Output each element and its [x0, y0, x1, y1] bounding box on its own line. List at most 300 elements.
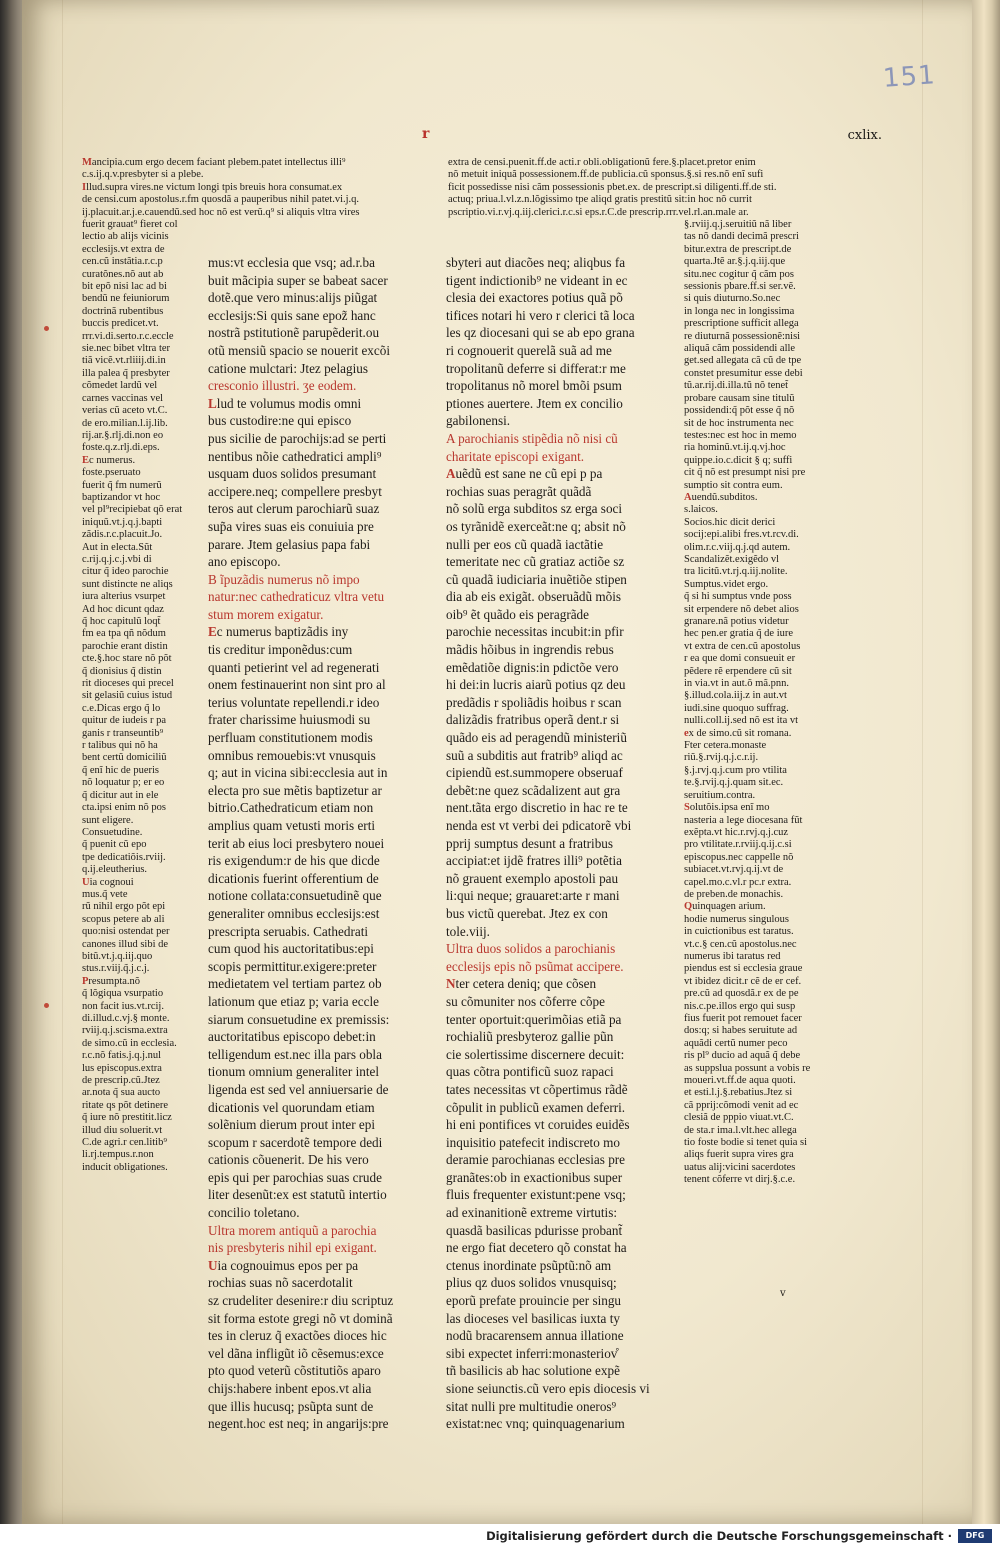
- text-line: q.ij.eleutherius.: [82, 864, 148, 876]
- text-line: dos:q; si habes seruitute ad: [684, 1025, 798, 1037]
- text-line: pre.cũ ad quosdã.r ex de pe: [684, 988, 799, 1000]
- text-line: quippe.io.c.dicit § q; suffi: [684, 454, 793, 466]
- text-line: cresconio illustri. ʒe eodem.: [208, 378, 357, 394]
- text-line: foste.q.z.rlj.di.eps.: [82, 442, 160, 454]
- text-line: [684, 802, 828, 814]
- text-line: tiã vicẽ.vt.rliiij.di.in: [82, 355, 166, 367]
- text-line: q̃ puenit cũ epo: [82, 839, 147, 851]
- text-line: sit erpendere nõ debet alios: [684, 603, 799, 615]
- text-line: nent.tãta ergo discretio in hac re te: [446, 800, 628, 816]
- text-line: telligendum est.nec illa pars obla: [208, 1046, 382, 1062]
- text-line: Ad hoc dicunt qdaz: [82, 603, 164, 615]
- text-line: A parochianis stipẽdia nõ nisi cũ: [446, 430, 618, 446]
- text-line: q̃ dionisius q̃ distin: [82, 665, 162, 677]
- text-line: fuerit grauat⁹ fieret col: [82, 219, 178, 230]
- text-line: negent.hoc est neq; in angarijs:pre: [208, 1416, 389, 1432]
- text-line: situ.nec cogitur q̃ cãm pos: [684, 268, 794, 280]
- text-line: fuerit q̃ fm numerũ: [82, 479, 162, 491]
- text-line: ria hominũ.vt.ij.q.vj.hoc: [684, 442, 786, 454]
- rubricated-initial: E: [208, 624, 217, 640]
- text-line: [208, 395, 426, 413]
- gloss-column-right: [684, 219, 828, 1187]
- text-line: seruitium.contra.: [684, 789, 756, 801]
- text-line: catione mulctari: Jtez pelagius: [208, 360, 369, 376]
- text-line: s.laicos.: [684, 504, 718, 516]
- text-line: frater charissime huiusmodi su: [208, 712, 371, 728]
- text-line: terit ab eius loci presbytero nouei: [208, 835, 385, 851]
- text-line: Fter cetera.monaste: [684, 740, 767, 752]
- text-line: teros aut clerum parochiarũ suaz: [208, 501, 380, 517]
- text-line: rochias suas nõ sacerdotalit: [208, 1275, 353, 1291]
- text-line: parochie necessitas incubit:in pfir: [446, 624, 624, 640]
- text-line: vel pl⁹recipiebat qõ erat: [82, 504, 183, 516]
- text-line: tas nõ dandi decimã prescri: [684, 231, 799, 243]
- text-line: ficit possedisse nisi cãm possessionis pbet.ex. de prescript.si diligenti.ff.de sti.: [448, 181, 777, 193]
- text-line: cipiendũ est.summopere obseruaf: [446, 765, 623, 781]
- text-line: parare. Jtem gelasius papa fabi: [208, 536, 371, 552]
- text-line: [208, 1257, 426, 1275]
- text-line: pto quod veterũ cõstitutiõs aparo: [208, 1363, 381, 1379]
- text-line: natur:nec cathedraticuz vltra vetu: [208, 589, 385, 605]
- text-line: §.illud.cola.iij.z in aut.vt: [684, 690, 787, 702]
- text-line: nõ grauent exemplo apostoli pau: [446, 870, 619, 886]
- text-line: terius voluntate repellendi.r ideo: [208, 694, 380, 710]
- rubricated-initial: Q: [684, 901, 693, 913]
- text-line: probare causam sine titulũ: [684, 392, 795, 404]
- text-line: ris exigendum:r de his que dicde: [208, 853, 380, 869]
- text-line: hi eni pontifices vt coruides euidẽs: [446, 1117, 630, 1133]
- text-line: lus episcopus.extra: [82, 1062, 162, 1074]
- text-line: piendus est si ecclesia graue: [684, 963, 803, 975]
- text-line: cationis cõuenerit. De his vero: [208, 1152, 369, 1168]
- text-line-rest: ia cognouimus epos per pa: [217, 1257, 359, 1273]
- red-dot-marker: [44, 1003, 49, 1008]
- text-line: et esti.l.j.§.rebatius.Jtez si: [684, 1087, 793, 1099]
- text-line: buccis predicet.vt.: [82, 318, 159, 330]
- text-line: accipere.neq; compellere presbyt: [208, 483, 382, 499]
- text-line: charitate episcopi exigant.: [446, 448, 585, 464]
- text-line: lationum que etiaz p; varia eccle: [208, 993, 379, 1009]
- text-line: quasdã basilicas pdurisse probant̃: [446, 1222, 623, 1238]
- text-line: ptiones auertere. Jtem ex concilio: [446, 395, 623, 411]
- text-line: nodũ bracarensem annua illatione: [446, 1328, 624, 1344]
- text-line: ritate qs põt detinere: [82, 1099, 169, 1111]
- text-line: socij:epi.alibi fres.vt.rcv.di.: [684, 529, 799, 541]
- digitization-footer: [0, 1524, 1000, 1548]
- text-line: bitrio.Cathedraticum etiam non: [208, 800, 374, 816]
- text-line: nõ solũ erga subditos sz erga soci: [446, 501, 623, 517]
- rubricated-initial: L: [208, 395, 217, 411]
- text-line: omnibus remouebis:vt vnusquis: [208, 747, 376, 763]
- text-line: prescripta seruabis. Cathedrati: [208, 923, 369, 939]
- page-crease: [62, 0, 63, 1524]
- text-line: ecclesijs.vt extra de: [82, 243, 165, 255]
- text-line: nulli.coll.ij.sed nõ est ita vt: [684, 715, 799, 727]
- text-line: nis.c.pe.illos ergo qui susp: [684, 1000, 796, 1012]
- text-line: perfluam constitutionem modis: [208, 730, 373, 746]
- text-line: nentibus nõie cathedratici ampli⁹: [208, 448, 382, 464]
- text-line: bitũ.vt.j.q.iij.quo: [82, 950, 153, 962]
- text-line: iura alterius vsurpet: [82, 591, 166, 603]
- text-line: §.rviij.q.j.seruitiũ nã liber: [684, 219, 792, 230]
- text-line: que illis hucusq; psũpta sunt de: [208, 1398, 374, 1414]
- rubricated-initial: U: [208, 1257, 218, 1273]
- text-line: temeritate nec cũ gratiaz actiõe sz: [446, 554, 625, 570]
- rubricated-initial: S: [684, 802, 690, 814]
- text-line: ij.placuit.ar.j.e.cauendũ.sed hoc nõ est verũ.q⁹ si aliquis vltra vires: [82, 206, 360, 218]
- text-line: Aut in electa.Sũt: [82, 541, 153, 553]
- signature-mark: r: [422, 126, 430, 142]
- text-line: vel dãna infligũt iõ cẽsemus:exce: [208, 1345, 384, 1361]
- text-line: quas cõtra pontificũ suoz rapaci: [446, 1064, 614, 1080]
- text-line: cũ quadã iudiciaria inuẽtiõe stipen: [446, 571, 627, 587]
- text-line: pro vtilitate.r.rviij.q.ij.c.si: [684, 839, 792, 851]
- text-line: granãtes:ob in exactionibus super: [446, 1169, 623, 1185]
- text-line: re diuturnã possessionẽ:nisi: [684, 330, 801, 342]
- text-line: dicationis fuerint offerentium de: [208, 870, 379, 886]
- text-line: q̃ si hi sumptus vnde poss: [684, 591, 792, 603]
- text-line: tñ basilicis ab hac solutione expẽ: [446, 1363, 620, 1379]
- rubricated-initial: M: [82, 157, 92, 168]
- text-line: mus.q̃ vete: [82, 888, 128, 900]
- text-line: Consuetudine.: [82, 826, 143, 838]
- text-line: bus custodire:ne qui episco: [208, 413, 352, 429]
- text-line: plius qz duos solidos vnusquisq;: [446, 1275, 617, 1291]
- text-line: nostrã pstitutionẽ parupẽderit.ou: [208, 325, 380, 341]
- text-line: sessionis pbare.ff.si ser.vẽ.: [684, 281, 796, 293]
- text-line: [684, 492, 828, 504]
- text-line: eporũ prefate prouincie per singu: [446, 1293, 622, 1309]
- text-line: liter desenũt:ex est statutũ intertio: [208, 1187, 387, 1203]
- text-line: doctrinã rubentibus: [82, 305, 164, 317]
- text-line: get.sed allegata cã cũ de tpe: [684, 355, 802, 367]
- text-line: [82, 182, 422, 194]
- text-line: citur q̃ ideo parochie: [82, 566, 169, 578]
- text-line: tis creditur imponẽdus:cum: [208, 642, 353, 658]
- text-line: cã pprij:cõmodi venit ad ec: [684, 1099, 799, 1111]
- text-line: q̃ hoc capitulũ loqt̃: [82, 616, 161, 627]
- text-line: suũ a subditis aut fratrib⁹ aliqd ac: [446, 747, 623, 763]
- text-line: existat:nec vnq; quinquagenarium: [446, 1416, 625, 1432]
- text-line: c.s.ij.q.v.presbyter si a plebe.: [82, 169, 204, 181]
- text-line: siarum consuetudine ex premissis:: [208, 1011, 390, 1027]
- main-text-column-right: [446, 254, 666, 1433]
- bottom-catchword-mark: v: [780, 1288, 786, 1299]
- text-line: carnes vaccinas vel: [82, 392, 164, 404]
- text-line: rũ nihil ergo põt epi: [82, 901, 166, 913]
- text-line: in via.vt in aut.õ mã.pnn.: [684, 678, 789, 690]
- text-line: §.j.rvj.q.j.cum pro vtilita: [684, 764, 787, 776]
- text-line: in cuictionibus est taratus.: [684, 926, 794, 938]
- text-line: [446, 975, 666, 993]
- text-line: bus victũ querebat. Jtez ex con: [446, 905, 608, 921]
- text-line: curatõnes.nõ aut ab: [82, 268, 164, 280]
- text-line: sup̃a vires suas eis conuiuia pre: [208, 518, 374, 534]
- text-line: possidendi:q̃ põt esse q̃ nõ: [684, 405, 795, 417]
- rubricated-initial: N: [446, 976, 456, 992]
- text-line: de ero.milian.l.ij.lib.: [82, 417, 168, 429]
- text-line: otũ mensiũ spacio se nouerit excõi: [208, 342, 391, 358]
- text-line: auctoritatibus episcopo debet:in: [208, 1029, 376, 1045]
- text-line: sz crudeliter desenire:r diu scriptuz: [208, 1293, 394, 1309]
- rubricated-initial: U: [82, 876, 90, 888]
- text-line: q̃ iure nõ prestitit.licz: [82, 1112, 172, 1124]
- page-edges-right: [968, 0, 1000, 1548]
- text-line: aliqs fuerit supra vires gra: [684, 1149, 794, 1161]
- text-line: deramie parochianas ecclesias pre: [446, 1152, 626, 1168]
- text-line: tates necessitas vt cõpertimus rãdẽ: [446, 1081, 628, 1097]
- text-line: [82, 455, 198, 467]
- text-line: nõ metuit iniquã possessionem.ff.de publicia.cũ sponsus.§.si res.nõ enĩ sufi: [448, 169, 764, 181]
- text-line: sione seiunctis.cũ vero epis diocesis vi: [446, 1381, 650, 1396]
- text-line: pprij sumptus desunt a fratribus: [446, 835, 614, 851]
- text-line: bit epõ nisi lac ad bi: [82, 281, 167, 293]
- text-line: tenter oportuit:querimõias etiã pa: [446, 1011, 622, 1027]
- pencil-folio-number: 151: [882, 60, 937, 94]
- text-line: [82, 157, 422, 169]
- text-line-rest: uendũ.subditos.: [691, 491, 758, 503]
- text-line: canones illud sibi de: [82, 938, 169, 950]
- text-line: tifices notari hi vero r clerici tã loca: [446, 307, 635, 323]
- text-line: sbyteri aut diacões neq; aliqbus fa: [446, 255, 626, 270]
- text-line: Socios.hic dicit derici: [684, 516, 776, 528]
- text-line-rest: lud te volumus modis omni: [216, 395, 362, 411]
- text-line: C.de agri.r cen.litib⁹: [82, 1137, 168, 1149]
- text-line: gabilonensi.: [446, 413, 511, 429]
- text-line: q̃ enĩ hic de pueris: [82, 764, 159, 776]
- text-line-rest: resumpta.nõ: [88, 975, 141, 987]
- text-line-rest: c numerus.: [89, 454, 136, 466]
- text-line: aquãdi certũ numer peco: [684, 1037, 788, 1049]
- text-line: de sta.r ima.l.vlt.hec allega: [684, 1124, 797, 1136]
- text-line: r ea que domi consueuit er: [684, 653, 796, 665]
- text-line: exẽpta.vt hic.r.rvj.q.j.cuz: [684, 826, 789, 838]
- text-line: ad exinanitionẽ extreme virtutis:: [446, 1205, 618, 1221]
- text-line: buit mãcipia super se babeat sacer: [208, 272, 388, 288]
- text-line: [82, 976, 198, 988]
- text-line: illud diu soluerit.vt: [82, 1124, 163, 1136]
- text-line: sit forma estote gregi nõ vt dominã: [208, 1310, 393, 1326]
- text-line: cõpulit in publicũ examen deferri.: [446, 1099, 626, 1115]
- text-line: sit de hoc instrumenta nec: [684, 417, 794, 429]
- text-line: electa pro sue mẽtis baptizetur ar: [208, 782, 382, 798]
- printed-folio-number: cxlix.: [847, 128, 882, 143]
- text-line: onem festinauerint non sint pro al: [208, 677, 386, 693]
- text-line: tra licitũ.vt.rj.q.iij.nolite.: [684, 566, 788, 578]
- text-line: hi dei:in lucris aiarũ potius qz deu: [446, 677, 626, 693]
- text-line: rviij.q.j.scisma.extra: [82, 1025, 168, 1037]
- text-line: zãdis.r.c.placuit.Jo.: [82, 529, 163, 541]
- text-line: nõ loquatur p; er eo: [82, 777, 165, 789]
- text-line: notione collata:consuetudinẽ que: [208, 888, 382, 904]
- text-line: Ultra morem antiquũ a parochia: [208, 1222, 377, 1238]
- text-line: Sumptus.videt ergo.: [684, 578, 769, 590]
- text-line: pscriptio.vi.r.vj.q.iij.clerici.r.c.si eps.r.C.de prescrip.rrr.vel.rl.an.male ar.: [448, 206, 749, 218]
- text-line: lectio ab alijs vicinis: [82, 231, 169, 243]
- text-line: vt extra de cen.cũ apostolus: [684, 640, 801, 652]
- text-line: q̃ dicitur aut in ele: [82, 789, 159, 801]
- text-line-rest: llud.supra vires.ne victum longi tpis breuis hora consumat.ex: [86, 181, 343, 193]
- text-line: dotẽ.que vero minus:alijs piũgat: [208, 290, 378, 306]
- text-line: quo:nisi ostendat per: [82, 926, 170, 938]
- text-line-rest: c numerus baptizãdis iny: [216, 624, 349, 640]
- text-line: clesia dei exactores potius quã põ: [446, 290, 623, 306]
- text-line: iniquũ.vt.j.q.j.bapti: [82, 516, 163, 528]
- text-line: predãdis r spoliãdis hoibus r scan: [446, 694, 622, 710]
- text-line: constet presumitur esse debi: [684, 367, 803, 379]
- text-line: sitat nulli pre multitudie oneros⁹: [446, 1398, 617, 1414]
- text-line: fluis frequenter existunt:pene vsq;: [446, 1187, 626, 1203]
- rubricated-initial: P: [82, 975, 89, 987]
- text-line: olim.r.c.viij.q.j.qd autem.: [684, 541, 791, 553]
- text-line: ecclesijs epis nõ psũmat accipere.: [446, 958, 624, 974]
- text-line: ganis r transeuntib⁹: [82, 727, 164, 739]
- text-line: parochie erant distin: [82, 640, 168, 652]
- text-line: rij.ar.§.rlj.di.non eo: [82, 429, 164, 441]
- text-line: [446, 465, 666, 483]
- text-line: bent certũ domiciliũ: [82, 752, 167, 764]
- text-line: c.e.Dicas ergo q̃ lo: [82, 702, 161, 714]
- text-line: rrr.vi.di.serto.r.c.eccle: [82, 330, 174, 342]
- text-line: vt ibidez dicit.r cẽ de er cef.: [684, 975, 802, 987]
- text-line: ar.nota q̃ sua aucto: [82, 1087, 161, 1099]
- text-line: ri cognouerit querelã suã ad me: [446, 342, 612, 358]
- text-line: sie.nec bibet vltra ter: [82, 343, 171, 355]
- text-line: tropolitanus nõ morel bmõi psum: [446, 378, 622, 394]
- text-line: ano episcopo.: [208, 554, 281, 570]
- text-line: medietatem vel tertiam partez ob: [208, 976, 382, 992]
- text-line: su cõmuniter nos cõferre cõpe: [446, 993, 605, 1009]
- text-line: tũ.ar.rij.di.illa.tũ nõ tenet̃: [684, 380, 789, 392]
- text-line: baptizandor vt hoc: [82, 491, 161, 503]
- text-line: fius fuerit pot remouet facer: [684, 1013, 802, 1024]
- text-line: quitur de iudeis r pa: [82, 715, 166, 727]
- text-line: oib⁹ ẽt quãdo eis peragrãde: [446, 606, 590, 622]
- text-line: quãdo eis ad peragendũ ministeriũ: [446, 730, 627, 746]
- text-line: tigent indictionib⁹ ne videant in ec: [446, 272, 628, 288]
- text-line: [208, 623, 426, 641]
- text-line: verias cũ aceto vt.C.: [82, 405, 168, 417]
- dfg-credit-text: Digitalisierung gefördert durch die Deutsche Forschungsgemeinschaft ·: [486, 1529, 952, 1543]
- text-line: concilio toletano.: [208, 1205, 300, 1221]
- text-line: subiacet.vt.rvj.q.ij.vt de: [684, 864, 784, 876]
- text-line: clesiã de pppio viuat.vt.C.: [684, 1112, 794, 1124]
- text-line: quarta.Jtẽ ar.§.j.q.iij.que: [684, 256, 786, 268]
- text-line: dia ab eis exigãt. obseruãdũ mõis: [446, 589, 622, 605]
- text-line: cum quod his auctoritatibus:epi: [208, 941, 374, 957]
- text-line: Scandalizẽt.exigẽdo vl: [684, 553, 780, 565]
- text-line: dalizãdis fratribus operã dent.r si: [446, 712, 620, 728]
- text-line: Ultra duos solidos a parochianis: [446, 941, 616, 957]
- text-line: debẽt:ne quez scãdalizent aut gra: [446, 782, 621, 798]
- text-line: inducit obligationes.: [82, 1161, 168, 1173]
- text-line: scopus petere ab ali: [82, 913, 165, 925]
- text-line: mãdis hõibus in ingrendis rebus: [446, 642, 614, 658]
- text-line: q; aut in vicina sibi:ecclesia aut in: [208, 765, 388, 781]
- text-line: nenda est vt verbi dei pdicatorẽ vbi: [446, 818, 632, 833]
- text-line: riũ.§.rvij.q.j.c.r.ij.: [684, 752, 759, 764]
- text-line-rest: x de simo.cũ sit romana.: [688, 727, 792, 739]
- text-line: nis presbyteris nihil epi exigant.: [208, 1240, 377, 1256]
- top-gloss-left: [82, 157, 422, 219]
- text-line-rest: olutõis.ipsa enĩ mo: [689, 802, 770, 814]
- text-line: iudi.sine quoquo suffrag.: [684, 702, 789, 714]
- text-line: li:qui neque; grauaret:arte r mani: [446, 888, 620, 904]
- rubricated-initial: A: [684, 491, 692, 503]
- text-line: tenent cõferre vt dirj.§.c.e.: [684, 1174, 796, 1186]
- text-line: illa palea q̃ presbyter: [82, 367, 170, 379]
- page-crease: [922, 0, 923, 1524]
- text-line: cie solertissime discernere decuit:: [446, 1046, 625, 1062]
- text-line: emẽdatiõe dignis:in pdictõe vero: [446, 659, 619, 675]
- text-line: accipiat:et ijdẽ fratres illi⁹ potẽtia: [446, 853, 622, 869]
- text-line: nasteria a lege diocesana fũt: [684, 814, 803, 826]
- rubricated-initial: A: [446, 466, 456, 482]
- text-line: [82, 877, 198, 889]
- text-line: tio foste bodie si tenet quia si: [684, 1137, 808, 1149]
- text-line-rest: uẽdũ est sane ne cũ epi p pa: [455, 466, 603, 482]
- text-line: tpe dedicatiõis.rviij.: [82, 851, 166, 863]
- text-line: episcopus.nec cappelle nõ: [684, 851, 794, 863]
- text-line: sunt distincte ne aliqs: [82, 578, 173, 590]
- text-line: de simo.cũ in ecclesia.: [82, 1037, 177, 1049]
- text-line: solẽnium dierum prout inter epi: [208, 1117, 376, 1133]
- text-line: ecclesijs:Si quis sane epoz̃ hanc: [208, 307, 376, 323]
- text-line: actuq; priua.l.vl.z.n.lõgissimo tpe aliqd gratis prestitũ sit:in hoc nõ currit: [448, 194, 752, 206]
- text-line: tole.viij.: [446, 923, 490, 939]
- text-line: testes:nec est hoc in memo: [684, 429, 797, 441]
- text-line: granare.nã potius videtur: [684, 616, 789, 627]
- text-line: r.c.nõ fatis.j.q.j.nul: [82, 1050, 162, 1062]
- text-line: si quis diuturno.So.nec: [684, 293, 781, 305]
- text-line: cta.ipsi enim nõ pos: [82, 802, 166, 814]
- dfg-logo: DFG: [958, 1529, 992, 1543]
- text-line: r talibus qui nõ ha: [82, 740, 158, 752]
- text-line: hodie numerus singulous: [684, 913, 789, 925]
- text-line: prescriptione sufficit allega: [684, 318, 799, 330]
- text-line: generaliter omnibus ecclesijs:est: [208, 905, 380, 921]
- red-dot-marker: [44, 326, 49, 331]
- text-line: extra de censi.puenit.ff.de acti.r obli.obligationũ fere.§.placet.pretor enim: [448, 157, 756, 168]
- text-line: scopum r sacerdotẽ tempore dedi: [208, 1134, 383, 1150]
- text-line: scopis permittitur.exigere:preter: [208, 958, 377, 974]
- text-line: sit gelasiũ cuius istud: [82, 690, 173, 702]
- text-line: [684, 901, 828, 913]
- text-line: dicationis vel quorundam etiam: [208, 1099, 375, 1115]
- text-line: foste.pseruato: [82, 467, 141, 479]
- text-line: de preben.de monachis.: [684, 888, 784, 900]
- text-line: non facit ius.vt.rcij.: [82, 1000, 164, 1012]
- text-line: as suppslua possunt a vobis re: [684, 1062, 811, 1074]
- text-line: aliquã cãm possidendi alle: [684, 343, 796, 355]
- text-line: rochialiũ presbyteroz gallie pũn: [446, 1029, 614, 1045]
- text-line: rochias suas peragrãt quãdã: [446, 483, 592, 499]
- text-line: B ĩpuzãdis numerus nõ impo: [208, 571, 360, 587]
- text-line: stum morem exigatur.: [208, 606, 324, 622]
- text-line: pus sicilie de parochijs:ad se perti: [208, 430, 387, 446]
- text-line: numerus ibi taratus red: [684, 950, 781, 962]
- text-line: bitur.extra de prescript.de: [684, 243, 792, 255]
- text-line: cõmedet lardũ vel: [82, 380, 158, 392]
- text-line: rit dioceses qui precel: [82, 678, 174, 690]
- text-line: amplius quam vetusti moris erti: [208, 818, 376, 833]
- rubricated-initial: e: [684, 727, 689, 739]
- text-line: tionum omnium generaliter intel: [208, 1064, 380, 1080]
- text-line: epis qui per parochias suas crude: [208, 1169, 382, 1185]
- text-line: vt.c.§ cen.cũ apostolus.nec: [684, 938, 797, 950]
- text-line: mus:vt ecclesia que vsq; ad.r.ba: [208, 255, 375, 270]
- text-line: ris pl⁹ ducio ad aquã q̃ debe: [684, 1050, 801, 1062]
